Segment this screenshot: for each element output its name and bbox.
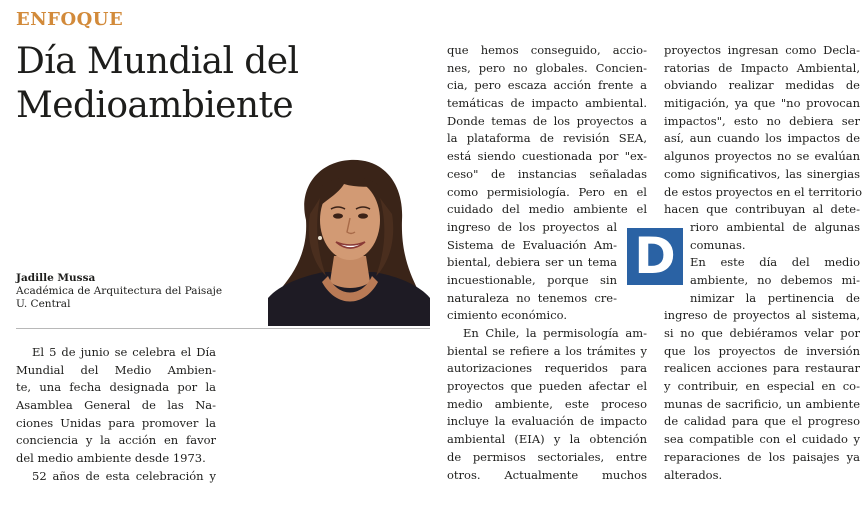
text-line: Mundial del Medio Ambien- (16, 362, 216, 377)
text-line: medio ambiente, este proceso (447, 396, 647, 411)
text-line: como significativos, las sinergias (664, 166, 860, 181)
text-line: comunas. (690, 237, 746, 252)
headline (16, 40, 316, 128)
headline-line-1: Día Mundial del (16, 41, 299, 82)
text-line: está siendo cuestionada por "ex- (447, 149, 647, 164)
author-portrait (268, 158, 430, 326)
text-line: nimizar la pertinencia de (690, 290, 860, 305)
article-column-right (664, 42, 863, 484)
text-line: si no que debiéramos velar por (664, 326, 860, 340)
text-line: 52 años de esta celebración y (32, 468, 216, 483)
text-line: ciones Unidas para promover la (16, 415, 216, 430)
text-line: cia, pero escaza acción frente a (447, 78, 647, 93)
headline-line-2: Medioambiente (16, 85, 294, 126)
article-column-middle (447, 42, 647, 484)
text-line: realicen acciones para restaurar (664, 361, 860, 376)
text-line: proyectos que pueden afectar el (447, 379, 647, 394)
text-line: ingreso de los proyectos al (447, 219, 617, 234)
dropcap: D (627, 228, 683, 285)
text-line: biental, debiera ser un tema (447, 255, 617, 270)
text-line: temáticas de impacto ambiental. (447, 96, 647, 111)
text-line: reparaciones de los paisajes ya (664, 449, 860, 464)
article-column-left (16, 344, 216, 486)
text-line: rioro ambiental de algunas (690, 219, 860, 234)
author-role: Académica de Arquitectura del Paisaje (16, 285, 223, 297)
text-line: te, una fecha designada por la (16, 380, 216, 395)
text-line: autorizaciones requeridos para (447, 361, 647, 376)
text-line: naturaleza no tenemos cre- (447, 290, 617, 305)
author-name: Jadille Mussa (16, 272, 96, 284)
text-line: proyectos ingresan como Decla- (664, 43, 860, 57)
text-line: mitigación, ya que "no provocan (664, 96, 860, 111)
text-line: ambiental (EIA) y la obtención (447, 432, 647, 447)
author-byline (16, 272, 266, 311)
text-line: Sistema de Evaluación Am- (447, 237, 617, 252)
text-line: cuidado del medio ambiente el (447, 202, 647, 217)
text-line: de permisos sectoriales, entre (447, 449, 647, 464)
text-line: que los proyectos de inversión (664, 343, 860, 358)
text-line: conciencia y la acción en favor (16, 433, 216, 448)
text-line: que hemos conseguido, accio- (447, 43, 647, 57)
text-line: hacen que contribuyan al dete- (664, 202, 860, 217)
text-line: ceso" de instancias señaladas (447, 166, 647, 181)
text-line: incuestionable, porque sin (447, 272, 617, 287)
text-line: impactos", esto no debiera ser (664, 113, 860, 128)
text-line: Donde temas de los proyectos a (447, 113, 647, 128)
section-label: ENFOQUE (16, 9, 124, 30)
text-line: El 5 de junio se celebra el Día (32, 345, 216, 359)
text-line: de calidad para que el progreso (664, 414, 860, 429)
text-line: cimiento económico. (447, 308, 568, 323)
text-line: otros. Actualmente muchos (447, 467, 647, 482)
text-line: Asamblea General de las Na- (16, 398, 216, 413)
text-line: la plataforma de revisión SEA, (447, 131, 647, 146)
text-line: ambiente, no debemos mi- (690, 272, 860, 287)
text-line: biental se refiere a los trámites y (447, 343, 647, 358)
text-line: En este día del medio (690, 255, 860, 270)
text-line: munas de sacrificio, un ambiente (664, 396, 860, 411)
text-line: nes, pero no globales. Concien- (447, 60, 647, 75)
text-line: sea compatible con el cuidado y (664, 432, 860, 447)
text-line: ingreso de proyectos al sistema, (664, 308, 860, 323)
author-institution: U. Central (16, 298, 71, 310)
text-line: algunos proyectos no se evalúan (664, 149, 860, 164)
text-line: del medio ambiente desde 1973. (16, 451, 206, 466)
text-line: incluye la evaluación de impacto (447, 414, 647, 429)
text-line: ratorias de Impacto Ambiental, (664, 60, 860, 75)
divider-rule (16, 328, 430, 329)
text-line: En Chile, la permisología am- (463, 326, 647, 340)
text-line: y contribuir, en especial en co- (664, 379, 860, 394)
text-line: de estos proyectos en el territorio (664, 184, 863, 199)
text-line: así, aun cuando los impactos de (664, 131, 860, 146)
text-line: obviando realizar medidas de (664, 78, 860, 93)
text-line: alterados. (664, 467, 723, 482)
text-line: como permisiología. Pero en el (447, 184, 647, 199)
